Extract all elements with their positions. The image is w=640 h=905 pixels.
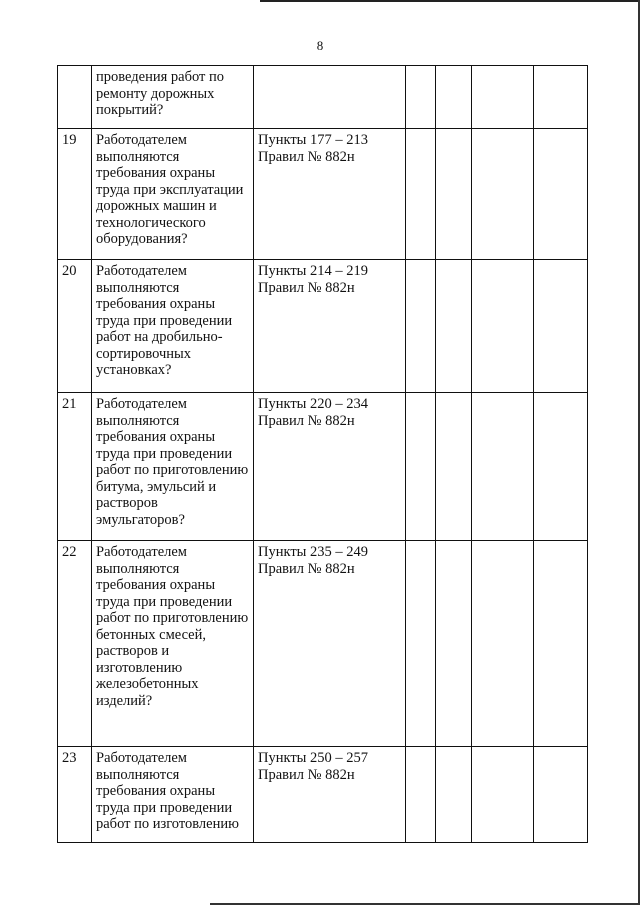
page-number: 8 — [316, 38, 324, 53]
answer-not-applicable-cell[interactable] — [472, 747, 534, 843]
answer-no-cell[interactable] — [436, 393, 472, 541]
row-number — [58, 66, 92, 129]
requirement-question: Работодателем выполняются требования охраны труда при проведении работ по приготовлению бетонных смесей, растворов и изготовлению железобетонных изделий? — [92, 541, 254, 747]
checklist-table — [57, 65, 588, 843]
requirement-question: Работодателем выполняются требования охраны труда при проведении работ по приготовлению битума, эмульсий и растворов эмульгаторов? — [92, 393, 254, 541]
table-row — [58, 260, 588, 393]
answer-not-applicable-cell[interactable] — [472, 129, 534, 260]
row-number: 22 — [58, 541, 92, 747]
answer-yes-cell[interactable] — [406, 393, 436, 541]
notes-cell[interactable] — [534, 747, 588, 843]
table-row — [58, 66, 588, 129]
answer-yes-cell[interactable] — [406, 541, 436, 747]
answer-no-cell[interactable] — [436, 66, 472, 129]
answer-no-cell[interactable] — [436, 260, 472, 393]
row-number: 19 — [58, 129, 92, 260]
requirement-question: Работодателем выполняются требования охраны труда при эксплуатации дорожных машин и технологического оборудования? — [92, 129, 254, 260]
regulation-reference: Пункты 214 – 219 Правил № 882н — [254, 260, 406, 393]
regulation-reference — [254, 66, 406, 129]
answer-not-applicable-cell[interactable] — [472, 541, 534, 747]
notes-cell[interactable] — [534, 129, 588, 260]
notes-cell[interactable] — [534, 393, 588, 541]
answer-yes-cell[interactable] — [406, 66, 436, 129]
requirement-question: Работодателем выполняются требования охраны труда при проведении работ по изготовлению — [92, 747, 254, 843]
notes-cell[interactable] — [534, 66, 588, 129]
row-number: 20 — [58, 260, 92, 393]
notes-cell[interactable] — [534, 541, 588, 747]
table-row — [58, 393, 588, 541]
answer-no-cell[interactable] — [436, 129, 472, 260]
table-row — [58, 541, 588, 747]
table-row — [58, 747, 588, 843]
answer-yes-cell[interactable] — [406, 747, 436, 843]
notes-cell[interactable] — [534, 260, 588, 393]
regulation-reference: Пункты 177 – 213 Правил № 882н — [254, 129, 406, 260]
answer-no-cell[interactable] — [436, 541, 472, 747]
regulation-reference: Пункты 250 – 257 Правил № 882н — [254, 747, 406, 843]
requirement-question: Работодателем выполняются требования охраны труда при проведении работ на дробильно-сортировочных установках? — [92, 260, 254, 393]
answer-yes-cell[interactable] — [406, 260, 436, 393]
row-number: 21 — [58, 393, 92, 541]
page-edge-top — [260, 0, 640, 2]
answer-no-cell[interactable] — [436, 747, 472, 843]
requirement-question: проведения работ по ремонту дорожных покрытий? — [92, 66, 254, 129]
regulation-reference: Пункты 220 – 234 Правил № 882н — [254, 393, 406, 541]
answer-yes-cell[interactable] — [406, 129, 436, 260]
answer-not-applicable-cell[interactable] — [472, 393, 534, 541]
answer-not-applicable-cell[interactable] — [472, 260, 534, 393]
answer-not-applicable-cell[interactable] — [472, 66, 534, 129]
table-row — [58, 129, 588, 260]
regulation-reference: Пункты 235 – 249 Правил № 882н — [254, 541, 406, 747]
row-number: 23 — [58, 747, 92, 843]
